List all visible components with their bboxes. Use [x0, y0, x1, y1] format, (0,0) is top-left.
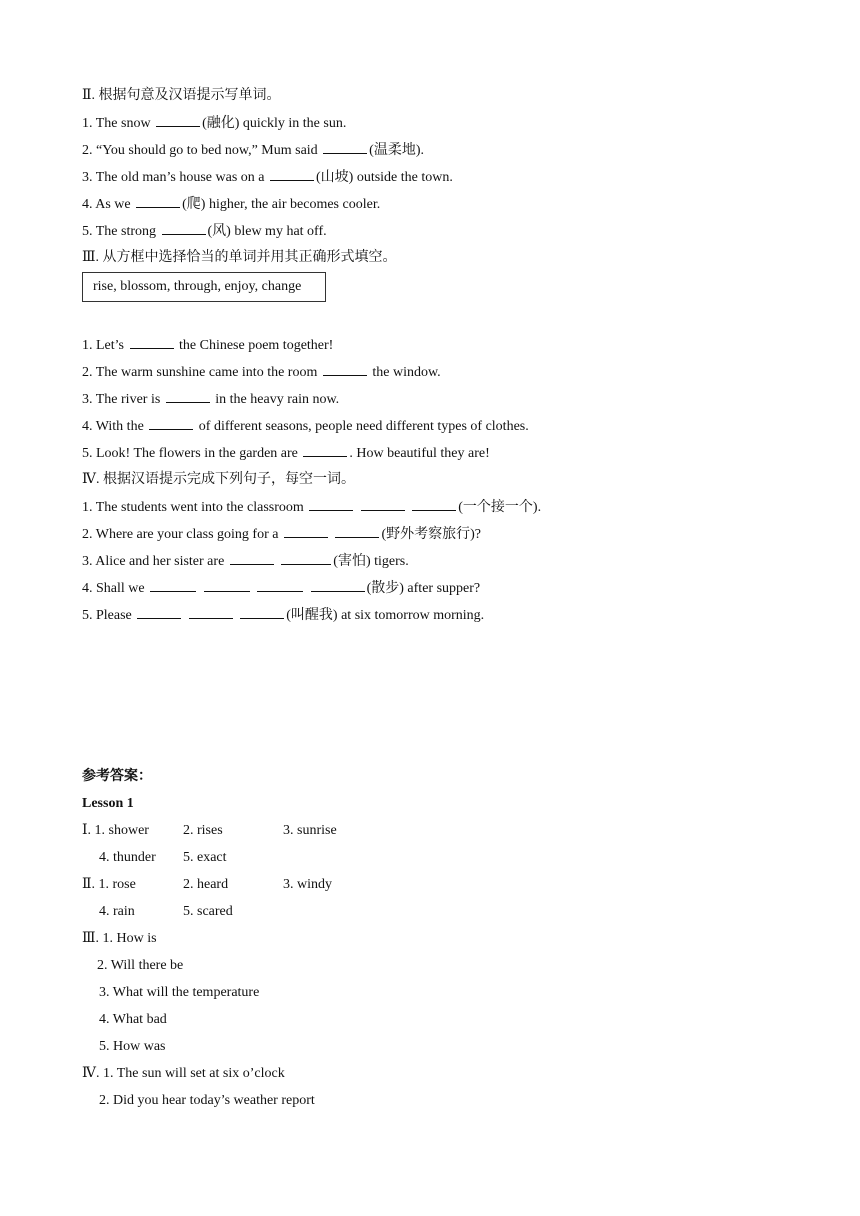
answer-blank[interactable]: [323, 141, 367, 154]
answer-row: 5. How was: [99, 1039, 166, 1054]
s2-question-1: 1. The snow (融化) quickly in the sun.: [82, 116, 347, 131]
answer-blank[interactable]: [270, 168, 314, 181]
answer-blank[interactable]: [136, 195, 180, 208]
answers-title: 参考答案：: [82, 769, 152, 784]
answer-blank[interactable]: [311, 579, 365, 592]
answer-blank[interactable]: [149, 417, 193, 430]
answer-row: 4. What bad: [99, 1012, 167, 1027]
answer-blank[interactable]: [257, 579, 303, 592]
answer-blank[interactable]: [130, 336, 174, 349]
answer-row: Ⅲ. 1. How is: [82, 931, 157, 946]
s4-question-2: 2. Where are your class going for a (野外考察旅行)?: [82, 527, 481, 542]
answer-blank[interactable]: [162, 222, 206, 235]
section-4-title: Ⅳ. 根据汉语提示完成下列句子，每空一词。: [82, 472, 355, 487]
answer-blank[interactable]: [137, 606, 181, 619]
s2-question-5: 5. The strong (风) blew my hat off.: [82, 224, 327, 239]
s3-question-1: 1. Let’s the Chinese poem together!: [82, 338, 334, 353]
answer-blank[interactable]: [281, 552, 331, 565]
answer-blank[interactable]: [303, 444, 347, 457]
word-box: [82, 272, 326, 302]
s3-question-5: 5. Look! The flowers in the garden are . How beautiful they are!: [82, 446, 490, 461]
answer-row: Ⅳ. 1. The sun will set at six o’clock: [82, 1066, 285, 1081]
answer-blank[interactable]: [204, 579, 250, 592]
section-3-title: Ⅲ. 从方框中选择恰当的单词并用其正确形式填空。: [82, 250, 397, 265]
answer-row: 2. Will there be: [97, 958, 184, 973]
answer-blank[interactable]: [189, 606, 233, 619]
answer-blank[interactable]: [166, 390, 210, 403]
s2-question-4: 4. As we (爬) higher, the air becomes cooler.: [82, 197, 381, 212]
document-page: Ⅱ. 根据句意及汉语提示写单词。 1. The snow (融化) quickly in the sun. 2. “You should go to bed now,” Mum said (温柔地). 3. The old man’s house was on a (山坡) outside the town. 4. As we (爬) higher, the air becomes cooler. 5. The strong (风) blew my hat off. Ⅲ. 从方框中选择恰当的单词并用其正确形式填空。 rise, blossom, through, enjoy, change 1. Let’s the Chinese poem together! 2. The warm sunshine came into the room the window. 3. The river is in the heavy rain now. 4. With the of different seasons, people need different types of clothes. 5. Look! The flowers in the garden are . How beautiful they are! Ⅳ. 根据汉语提示完成下列句子，每空一词。 1. The students went into the classroom (一个接一个). 2. Where are your class going for a (野外考察旅行)? 3. Alice and her sister are (害怕) tigers. 4. Shall we (散步) after supper? 5. Please (叫醒我) at six tomorrow morning. 参考答案： Lesson 1 Ⅰ. 1. shower 2. rises 3. sunrise 4. thunder 5. exact Ⅱ. 1. rose 2. heard 3. windy 4. rain 5. scared Ⅲ. 1. How is 2. Will there be 3. What will the temperature 4. What bad 5. How was Ⅳ. 1. The sun will set at six o’clock 2. Did you hear today’s weather report: [82, 88, 542, 1108]
s2-question-3: 3. The old man’s house was on a (山坡) outside the town.: [82, 170, 453, 185]
answer-blank[interactable]: [412, 498, 456, 511]
answer-row: 2. Did you hear today’s weather report: [99, 1093, 315, 1108]
s3-question-2: 2. The warm sunshine came into the room the window.: [82, 365, 441, 380]
s2-question-2: 2. “You should go to bed now,” Mum said (温柔地).: [82, 143, 424, 158]
answer-blank[interactable]: [361, 498, 405, 511]
word-box-text: rise, blossom, through, enjoy, change: [93, 279, 302, 294]
answer-blank[interactable]: [335, 525, 379, 538]
answer-blank[interactable]: [156, 114, 200, 127]
answer-blank[interactable]: [230, 552, 274, 565]
s4-question-3: 3. Alice and her sister are (害怕) tigers.: [82, 554, 409, 569]
s4-question-4: 4. Shall we (散步) after supper?: [82, 581, 481, 596]
answer-blank[interactable]: [150, 579, 196, 592]
s4-question-1: 1. The students went into the classroom (一个接一个).: [82, 500, 542, 515]
answer-row: 3. What will the temperature: [99, 985, 260, 1000]
answer-blank[interactable]: [309, 498, 353, 511]
answer-blank[interactable]: [323, 363, 367, 376]
lesson-heading: Lesson 1: [82, 796, 134, 811]
s3-question-3: 3. The river is in the heavy rain now.: [82, 392, 340, 407]
answer-blank[interactable]: [240, 606, 284, 619]
s4-question-5: 5. Please (叫醒我) at six tomorrow morning.: [82, 608, 485, 623]
answer-blank[interactable]: [284, 525, 328, 538]
section-2-title: Ⅱ. 根据句意及汉语提示写单词。: [82, 88, 281, 103]
s3-question-4: 4. With the of different seasons, people need different types of clothes.: [82, 419, 529, 434]
